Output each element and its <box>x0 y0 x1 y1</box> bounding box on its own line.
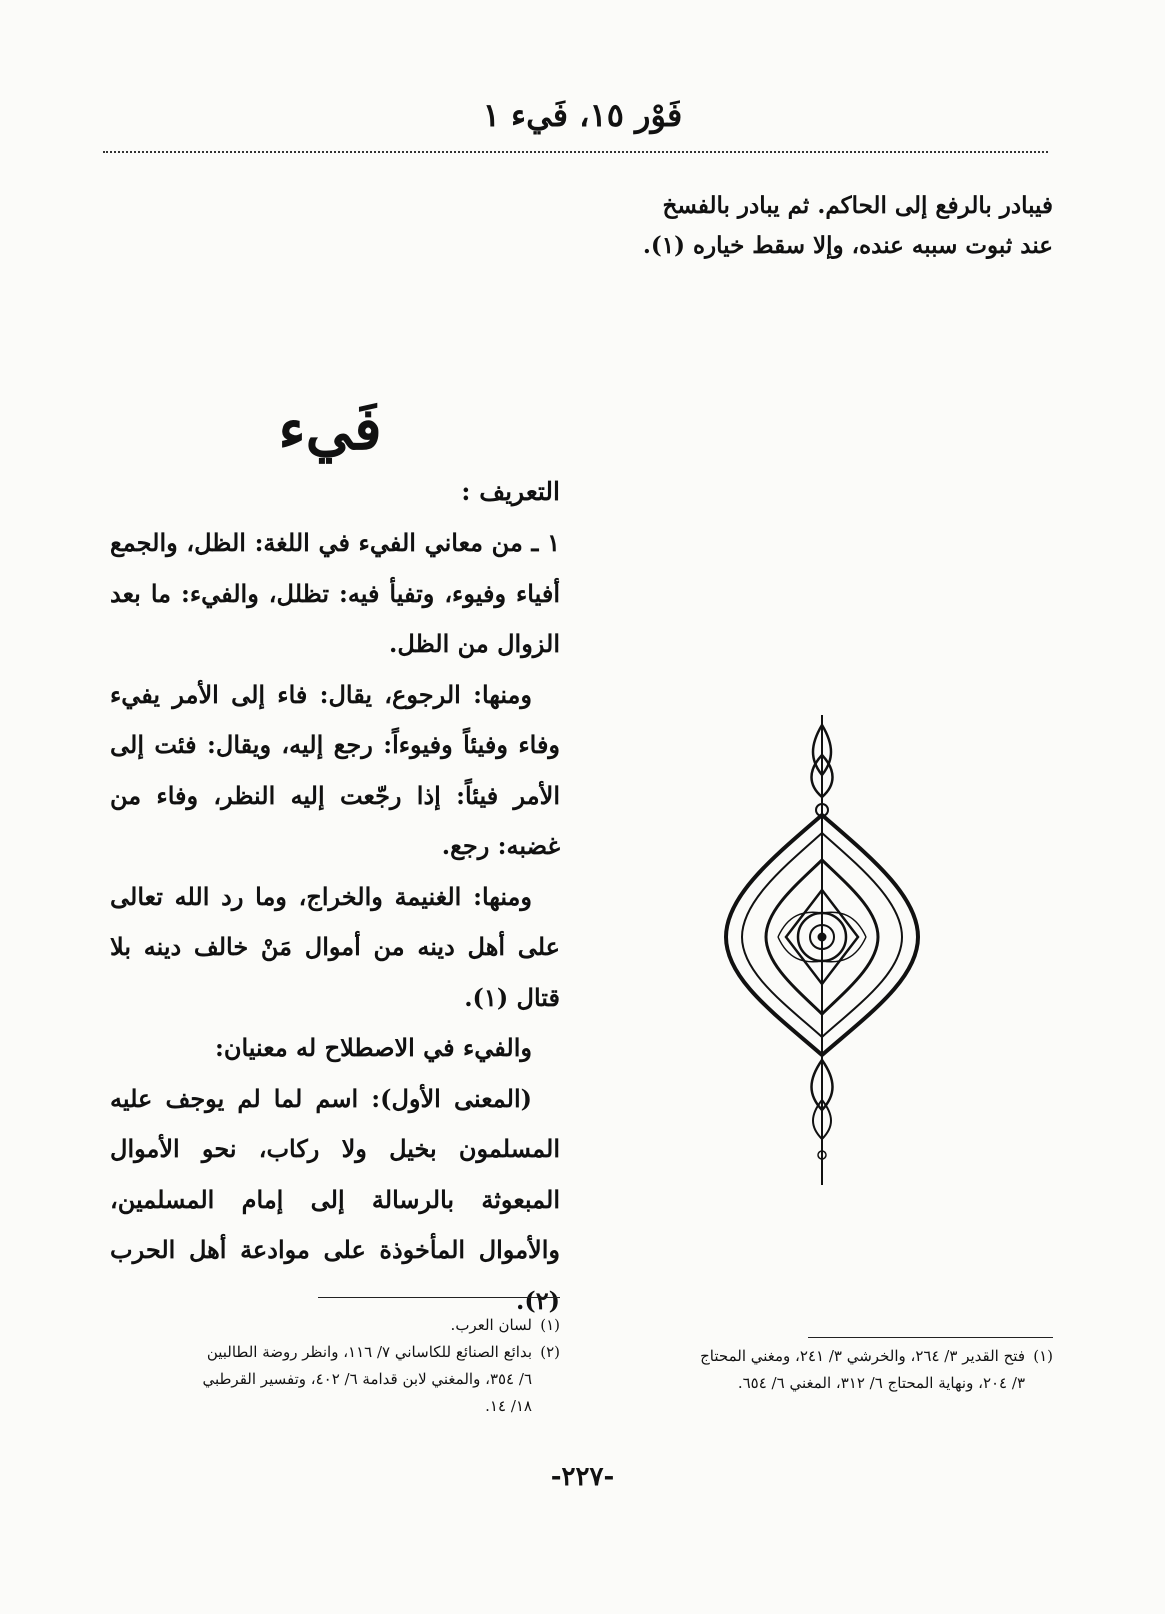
paragraph: (المعنى الأول): اسم لما لم يوجف عليه المسلمون بخيل ولا ركاب، نحو الأموال المبعوثة بالرسالة إلى إمام المسلمين، والأموال المأخوذة على موادعة أهل الحرب (٢). <box>110 1083 560 1315</box>
running-header: فَوْر ١٥، فَيء ١ <box>482 96 683 134</box>
footnote-number: (١) <box>1033 1347 1053 1365</box>
paragraph: والفيء في الاصطلاح له معنيان: <box>214 1033 532 1062</box>
entry-title: فَيء <box>278 395 382 463</box>
footnote <box>110 1339 560 1366</box>
footnote <box>110 1312 560 1339</box>
footnote-number: (٢) <box>540 1343 560 1361</box>
footnotes-right <box>610 1343 1053 1397</box>
footnote-continuation: ٦/ ٣٥٤، والمغني لابن قدامة ٦/ ٤٠٢، وتفسير القرطبي <box>202 1370 532 1388</box>
carry-over-line: عند ثبوت سببه عنده، وإلا سقط خياره (١). <box>642 232 1053 259</box>
footnote <box>610 1343 1053 1370</box>
footnote-number: (١) <box>540 1316 560 1334</box>
footnote-text: فتح القدير ٣/ ٢٦٤، والخرشي ٣/ ٢٤١، ومغني المحتاج <box>700 1347 1025 1365</box>
footnote-text: لسان العرب. <box>450 1316 532 1334</box>
paragraph: ومنها: الغنيمة والخراج، وما رد الله تعالى على أهل دينه من أموال مَنْ خالف دينه بلا قتال (١). <box>110 881 560 1012</box>
section-heading: التعريف : <box>461 477 560 506</box>
header-dotted-rule <box>103 151 1048 153</box>
carry-over-text <box>600 186 1053 266</box>
arabesque-ornament-icon <box>718 715 926 1195</box>
footnote-text: بدائع الصنائع للكاساني ٧/ ١١٦، وانظر روضة الطالبين <box>206 1343 532 1361</box>
page-number: -٢٢٧- <box>550 1462 615 1492</box>
carry-over-line: فيبادر بالرفع إلى الحاكم. ثم يبادر بالفسخ <box>662 192 1053 219</box>
paragraph: ١ ـ من معاني الفيء في اللغة: الظل، والجمع أفياء وفيوء، وتفيأ فيه: تظلل، والفيء: ما بعد الزوال من الظل. <box>110 528 560 658</box>
paragraph: ومنها: الرجوع، يقال: فاء إلى الأمر يفيء وفاء وفيئاً وفيوءاً: رجع إليه، ويقال: فئت إلى الأمر فيئاً: إذا رجّعت إليه النظر، وفاء من غضبه: رجع. <box>110 679 560 860</box>
footnote-separator <box>318 1297 560 1298</box>
entry-body <box>110 518 560 1326</box>
footnote-separator <box>808 1337 1053 1338</box>
footnote-continuation: ١٨/ ١٤. <box>485 1397 532 1415</box>
footnotes-left <box>110 1312 560 1420</box>
footnote-continuation: ٣/ ٢٠٤، ونهاية المحتاج ٦/ ٣١٢، المغني ٦/ ٦٥٤. <box>737 1374 1025 1392</box>
